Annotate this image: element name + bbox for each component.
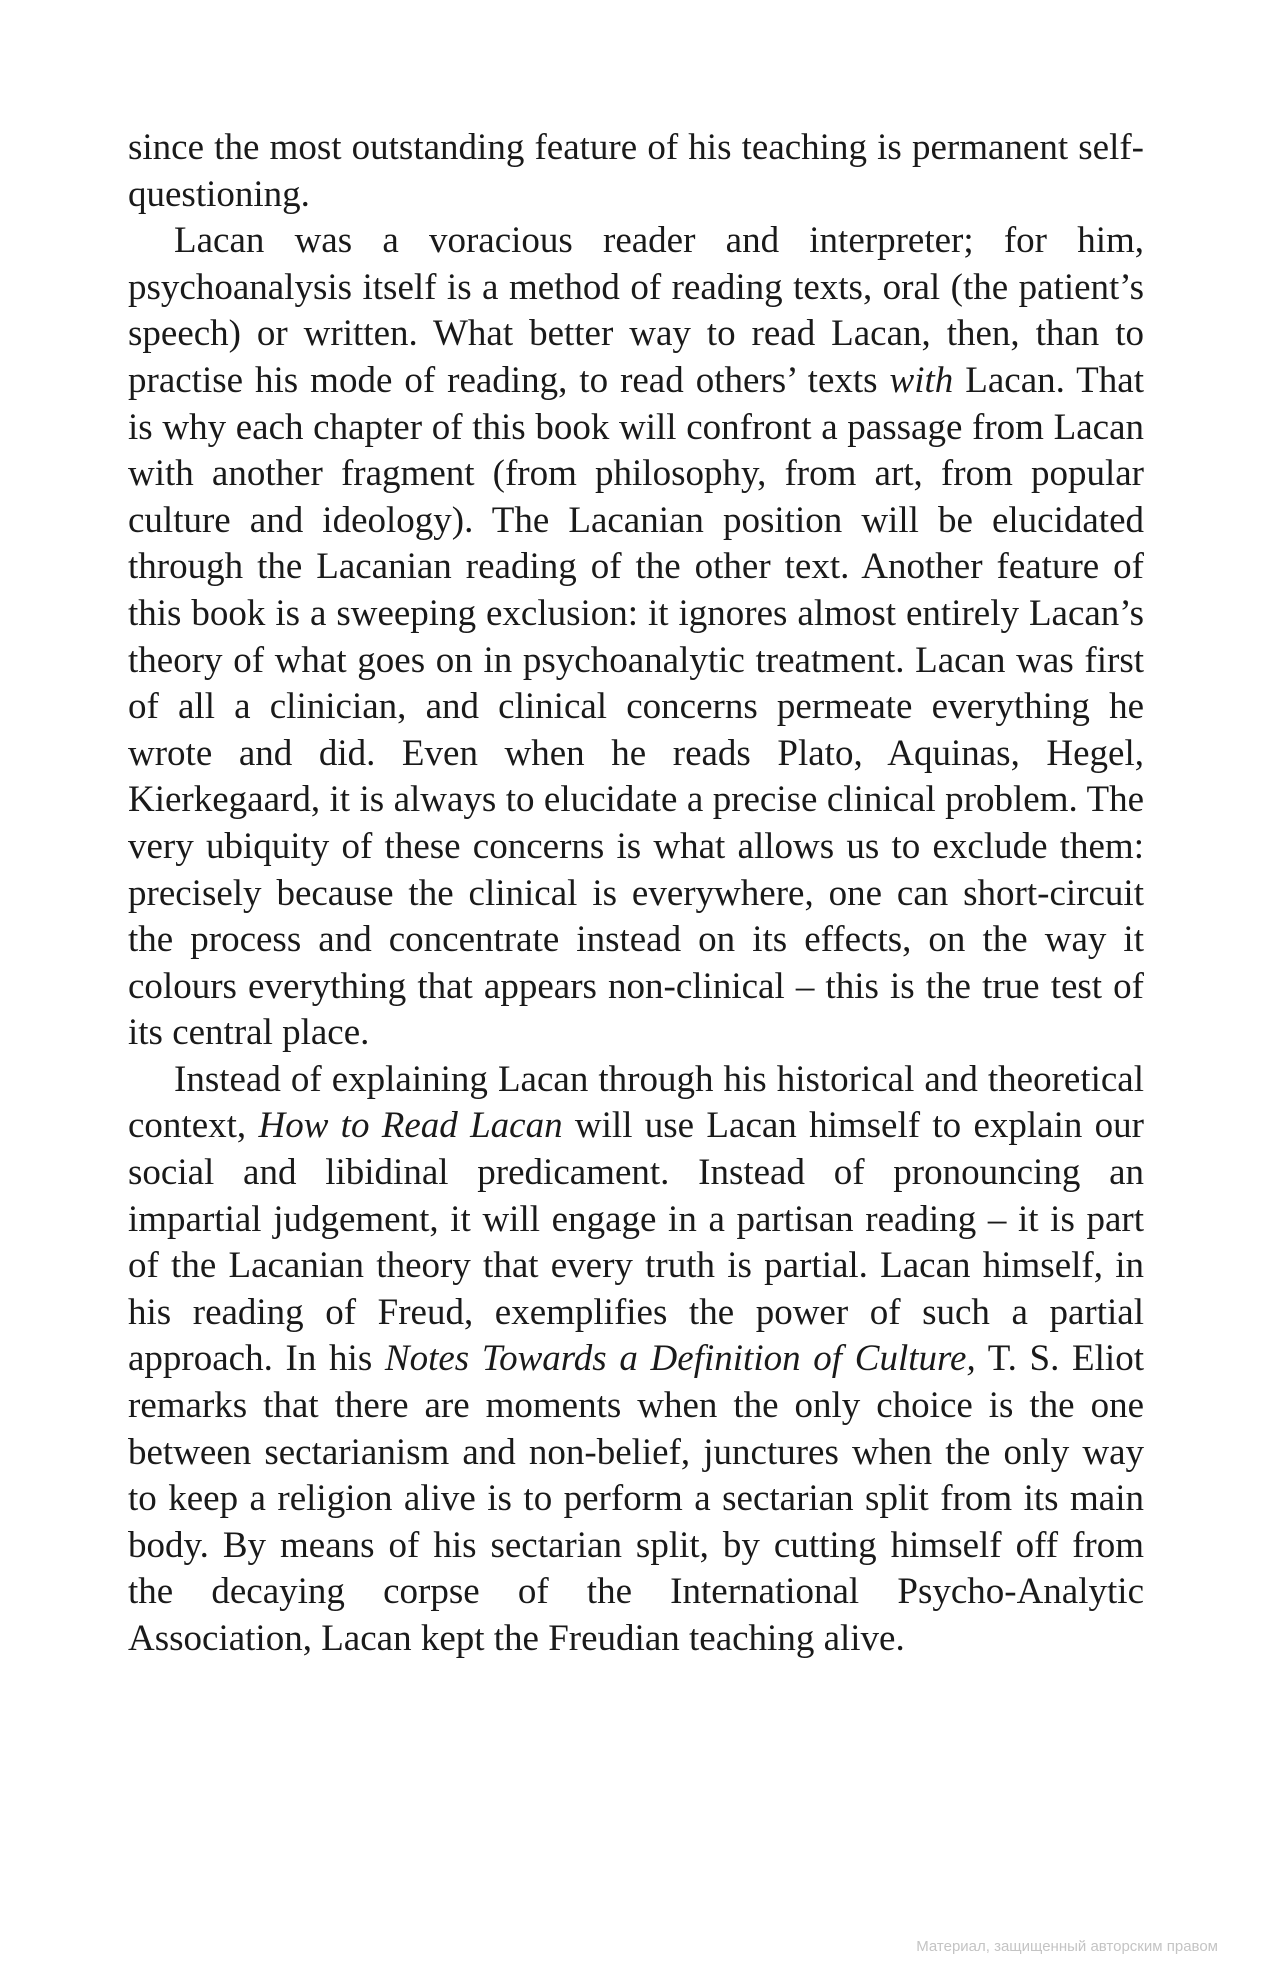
paragraph-3-text-a: Instead of explaining Lacan through his historical and theoretical context, [128, 1058, 1144, 1147]
paragraph-2-italic-with: with [889, 359, 954, 401]
paragraph-2-text-b: Lacan. That is why each chapter of this book will confront a passage from Lacan with another fragment (from philosophy, from art, from popular culture and ideology). The Lacanian position will be elucidated through the Lacanian reading of the other text. Another feature of this book is a sweeping exclusion: it ignores almost entirely Lacan’s theory of what goes on in psychoanalytic treatment. Lacan was first of all a clinician, and clinical concerns permeate everything he wrote and did. Even when he reads Plato, Aquinas, Hegel, Kierkegaard, it is always to elucidate a precise clinical problem. The very ubiquity of these concerns is what allows us to exclude them: precisely because the clinical is everywhere, one can short-circuit the process and concentrate instead on its effects, on the way it colours everything that appears non-clinical – this is the true test of its central place. [128, 359, 1144, 1054]
copyright-watermark: Материал, защищенный авторским правом [916, 1938, 1218, 1955]
paragraph-3-text-c: T. S. Eliot remarks that there are moments when the only choice is the one between sectarianism and non-belief, junctures when the only way to keep a religion alive is to perform a sectarian split from its main body. By means of his sectarian split, by cutting himself off from the decaying corpse of the International Psycho-Analytic Association, Lacan kept the Freudian teaching alive. [128, 1338, 1144, 1659]
paragraph-2-text-a: Lacan was a voracious reader and interpreter; for him, psychoanalysis itself is a method of reading texts, oral (the patient’s speech) or written. What better way to read Lacan, then, than to practise his mode of reading, to read others’ texts [128, 220, 1144, 401]
paragraph-3-italic-eliot-title: Notes Towards a Definition of Culture, [384, 1338, 976, 1380]
paragraph-1 [128, 125, 1144, 218]
page-body-text [128, 125, 1144, 1663]
paragraph-3-italic-book-title: How to Read Lacan [258, 1105, 563, 1147]
paragraph-2 [128, 218, 1144, 1057]
paragraph-1-text: since the most outstanding feature of his teaching is permanent self-questioning. [128, 127, 1144, 215]
paragraph-3-text-b: will use Lacan himself to explain our social and libidinal predicament. Instead of pronouncing an impartial judgement, it will engage in a partisan reading – it is part of the Lacanian theory that every truth is partial. Lacan himself, in his reading of Freud, exemplifies the power of such a partial approach. In his [128, 1105, 1145, 1380]
paragraph-3 [128, 1057, 1144, 1663]
